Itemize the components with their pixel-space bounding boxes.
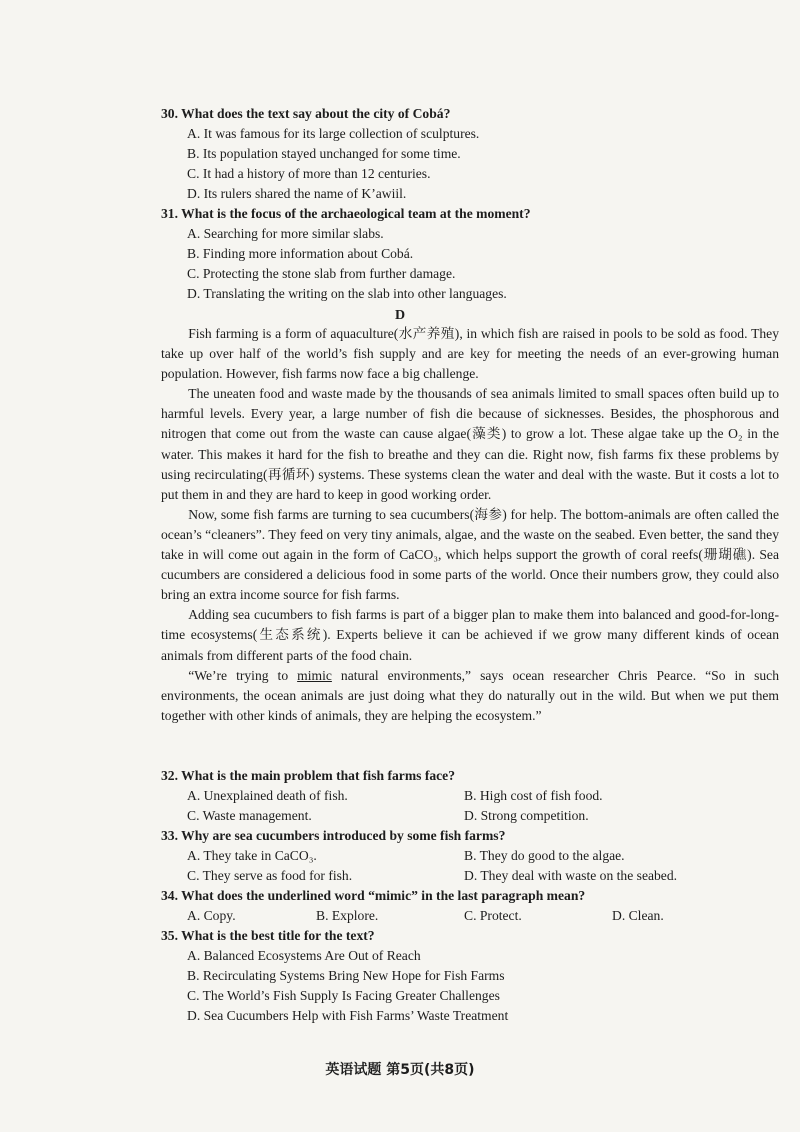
question-32-option-c: C. Waste management. (187, 808, 312, 823)
question-33-option-b: B. They do good to the algae. (464, 848, 625, 863)
question-32-option-d: D. Strong competition. (464, 808, 589, 823)
page-footer: 英语试题 第5页(共8页) (325, 1062, 475, 1078)
question-31-stem: 31. What is the focus of the archaeological team at the moment? (161, 206, 531, 221)
passage-d (161, 324, 779, 726)
question-32-option-b: B. High cost of fish food. (464, 788, 603, 803)
question-35-option-b: B. Recirculating Systems Bring New Hope for Fish Farms (187, 968, 505, 983)
question-35-option-a: A. Balanced Ecosystems Are Out of Reach (187, 948, 421, 963)
question-33-option-d: D. They deal with waste on the seabed. (464, 868, 678, 883)
question-30-option-c: C. It had a history of more than 12 centuries. (187, 166, 431, 181)
question-32-option-a: A. Unexplained death of fish. (187, 788, 348, 803)
passage-paragraph-4: Adding sea cucumbers to fish farms is part of a bigger plan to make them into balanced and good-for-long-time ecosystems(生态系统). Experts believe it can be achieved if we grow many different kinds of ocean animals from different parts of the food chain. (161, 607, 779, 663)
question-33-option-c: C. They serve as food for fish. (187, 868, 353, 883)
question-32-stem: 32. What is the main problem that fish farms face? (161, 768, 456, 783)
question-34-option-c: C. Protect. (464, 908, 522, 923)
question-34-stem: 34. What does the underlined word “mimic” in the last paragraph mean? (161, 888, 586, 903)
question-35-option-d: D. Sea Cucumbers Help with Fish Farms’ Waste Treatment (187, 1008, 509, 1023)
passage-paragraph-2: The uneaten food and waste made by the thousands of sea animals limited to small spaces often build up to harmful levels. Every year, a large number of fish die because of sicknesses. Besides, the phosphorous and nitrogen that come out from the waste can cause algae(藻类) to grow a lot. These algae take up the O₂ in the water. This makes it hard for the fish to breathe and they can die. Right now, fish farms fix these problems by using recirculating(再循环) systems. These systems clean the water and deal with the waste. But it costs a lot to put them in and they are hard to keep in good working order. (161, 386, 779, 502)
question-34-option-d: D. Clean. (612, 908, 664, 923)
question-31-option-a: A. Searching for more similar slabs. (187, 226, 384, 241)
question-31-option-b: B. Finding more information about Cobá. (187, 246, 414, 261)
quote-after: natural environments,” says ocean researcher Chris Pearce. “So in such environments, the ocean animals are just doing what they do naturally out in the wild. But when we put them together with other kinds of animals, they are helping the ecosystem.” (161, 667, 779, 723)
question-31-option-d: D. Translating the writing on the slab into other languages. (187, 286, 507, 301)
question-30-stem: 30. What does the text say about the city of Cobá? (161, 106, 451, 121)
question-34-option-a: A. Copy. (187, 908, 236, 923)
question-35-stem: 35. What is the best title for the text? (161, 928, 375, 943)
question-33-stem: 33. Why are sea cucumbers introduced by some fish farms? (161, 828, 506, 843)
section-letter: D (394, 308, 406, 323)
underlined-word-mimic: mimic (297, 667, 332, 683)
question-34-option-b: B. Explore. (316, 908, 379, 923)
passage-paragraph-3: Now, some fish farms are turning to sea cucumbers(海参) for help. The bottom-animals are often called the ocean’s “cleaners”. They feed on very tiny animals, algae, and the waste on the seabed. Even better, the sand they take in will come out again in the form of CaCO₃, which helps support the growth of coral reefs(珊瑚礁). Sea cucumbers are considered a delicious food in some parts of the world. Once their numbers grow, they could also bring an extra income source for fish farms. (161, 506, 779, 603)
question-30-option-d: D. Its rulers shared the name of K’awiil. (187, 186, 407, 201)
passage-paragraph-1: Fish farming is a form of aquaculture(水产养殖), in which fish are raised in pools to be sold as food. They take up over half of the world’s fish supply and are key for meeting the needs of an ever-growing human population. However, fish farms now face a big challenge. (161, 326, 779, 382)
question-33-option-a: A. They take in CaCO₃. (187, 848, 317, 863)
question-30-option-b: B. Its population stayed unchanged for some time. (187, 146, 461, 161)
quote-before: “We’re trying to (188, 667, 298, 683)
question-35-option-c: C. The World’s Fish Supply Is Facing Greater Challenges (187, 988, 500, 1003)
passage-paragraph-5 (161, 666, 779, 726)
question-30-option-a: A. It was famous for its large collection of sculptures. (187, 126, 480, 141)
question-31-option-c: C. Protecting the stone slab from further damage. (187, 266, 456, 281)
